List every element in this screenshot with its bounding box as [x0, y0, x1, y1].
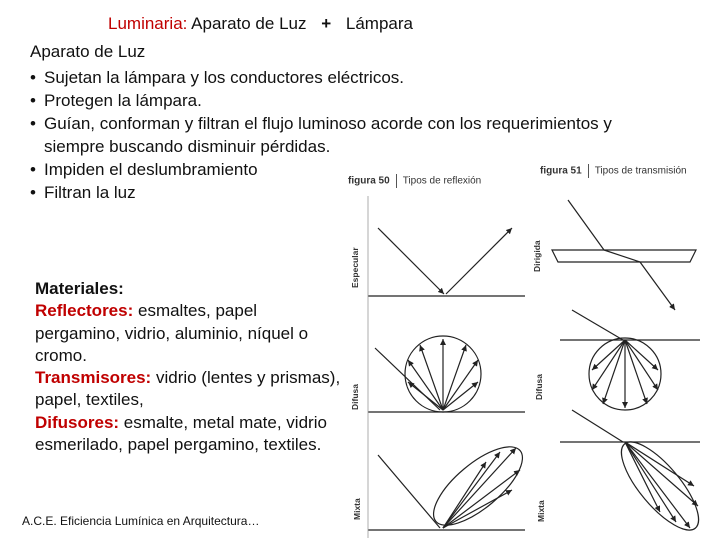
especular-diagram [368, 228, 525, 296]
title-plus: + [321, 14, 332, 33]
section-heading: Aparato de Luz [30, 42, 146, 61]
reflected-ray [446, 228, 512, 294]
title-key: Luminaria: [108, 14, 188, 33]
footer-text: A.C.E. Eficiencia Lumínica en Arquitectura… [22, 514, 260, 528]
incident-ray [378, 455, 440, 528]
incident-ray [378, 228, 444, 294]
page-title [108, 14, 413, 34]
materials-difusores [35, 412, 345, 457]
materials-transmisores [35, 367, 345, 412]
difusa-transmision-diagram [560, 310, 700, 410]
term-reflectores: Reflectores: [35, 301, 134, 321]
bullet-item: • Protegen la lámpara. [30, 89, 670, 112]
dirigida-diagram [552, 200, 696, 310]
caption-divider [588, 164, 589, 178]
mixed-lobe [609, 431, 710, 540]
bullet-item: • Impiden el deslumbramiento [30, 158, 670, 181]
mixed-ray [443, 490, 512, 528]
materials-heading: Materiales: [35, 279, 124, 298]
incident-ray [572, 410, 623, 442]
caption-divider [396, 174, 397, 188]
incident-ray [375, 348, 440, 410]
bullet-item: • Sujetan la lámpara y los conductores eléctricos. [30, 66, 670, 89]
refracted-ray [604, 250, 640, 262]
term-difusores: Difusores: [35, 412, 120, 432]
label-difusa-transmision: Difusa [534, 374, 544, 400]
figure-50-label: figura 50 [348, 175, 390, 187]
mixed-lobe [422, 434, 535, 538]
mixta-reflexion-diagram [368, 434, 534, 538]
figure-50-title: Tipos de reflexión [402, 175, 482, 187]
mixed-ray [443, 448, 516, 528]
transmit-pane [552, 250, 696, 262]
incident-ray [572, 310, 623, 340]
materials-reflectores [35, 300, 345, 367]
label-mixta-reflexion: Mixta [352, 498, 362, 520]
reflection-transmission-diagrams [340, 195, 720, 540]
figure-51-label: figura 51 [540, 165, 582, 177]
label-mixta-transmision: Mixta [536, 500, 546, 522]
transmitted-ray [640, 262, 675, 310]
title-rest: Aparato de Luz [191, 14, 307, 33]
label-dirigida: Dirigida [532, 240, 542, 272]
bullet-item: • Guían, conforman y filtran el flujo luminoso acorde con los requerimientos y siempre buscando disminuir pérdidas. [30, 112, 670, 158]
materials-block [35, 278, 345, 456]
bullet-item: • Filtran la luz [30, 181, 670, 204]
mixed-ray [443, 470, 520, 528]
figure-50-caption [348, 174, 481, 188]
mixed-ray [443, 462, 486, 528]
label-difusa-reflexion: Difusa [350, 384, 360, 410]
text-transmisores: vidrio (lentes y prismas), papel, textiles, [35, 368, 341, 410]
diffuse-ray [443, 360, 478, 410]
title-end: Lámpara [345, 14, 413, 33]
text-difusores: esmalte, metal mate, vidrio esmerilado, papel pergamino, textiles. [35, 412, 327, 455]
text-reflectores: esmaltes, papel pergamino, vidrio, aluminio, níquel o cromo. [35, 301, 309, 365]
incident-ray [568, 200, 604, 250]
difusa-reflexion-diagram [368, 336, 525, 412]
label-especular: Especular [350, 247, 360, 288]
mixta-transmision-diagram [560, 410, 711, 540]
term-transmisores: Transmisores: [35, 368, 152, 388]
mixed-ray [625, 442, 698, 506]
figure-51-title: Tipos de transmisión [594, 165, 687, 177]
figure-51-caption [540, 164, 687, 178]
